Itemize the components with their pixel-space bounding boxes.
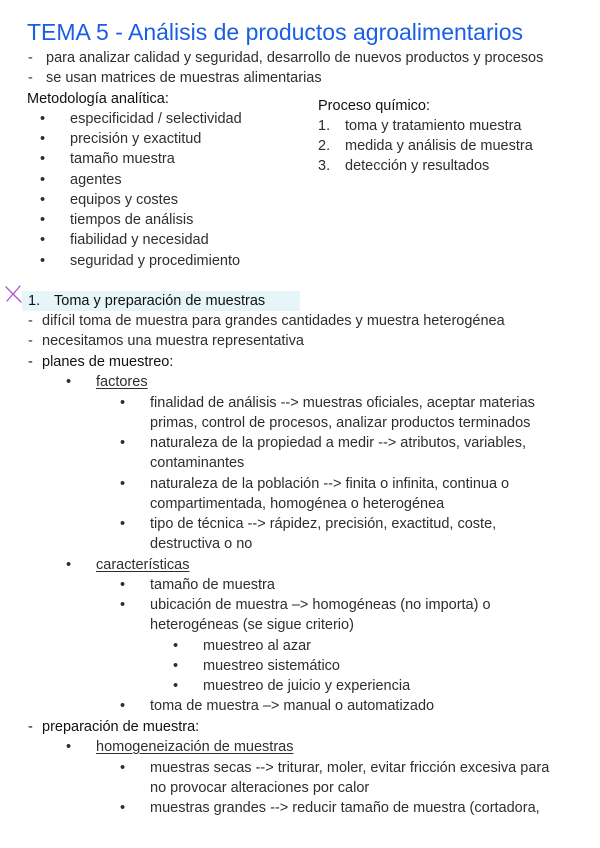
factor-item-line: primas, control de procesos, analizar productos terminados	[150, 415, 531, 431]
list-item: agentes	[70, 172, 122, 188]
bullet: •	[120, 516, 126, 532]
bullet: •	[120, 800, 126, 816]
homogeneizacion-item-line: muestras secas --> triturar, moler, evitar fricción excesiva para	[150, 760, 550, 776]
list-item: precisión y exactitud	[70, 131, 202, 147]
caracteristicas-label: características	[96, 557, 190, 573]
handwritten-x-mark	[4, 284, 24, 304]
list-item: medida y análisis de muestra	[345, 138, 533, 154]
caracteristica-item: ubicación de muestra –> homogéneas (no importa) o	[150, 597, 491, 613]
factor-item-line: tipo de técnica --> rápidez, precisión, exactitud, coste,	[150, 516, 497, 532]
list-number: 1.	[318, 118, 331, 134]
homogeneizacion-label: homogeneización de muestras	[96, 739, 294, 755]
sub-item: muestreo al azar	[203, 638, 311, 654]
bullet: •	[40, 253, 46, 269]
list-item: tiempos de análisis	[70, 212, 194, 228]
dash-marker: -	[28, 313, 33, 329]
bullet: •	[40, 212, 46, 228]
metodologia-heading: Metodología analítica:	[27, 91, 169, 107]
factor-item-line: contaminantes	[150, 455, 245, 471]
page-title: TEMA 5 - Análisis de productos agroalimentarios	[27, 19, 524, 45]
bullet: •	[40, 151, 46, 167]
factor-item-line: naturaleza de la propiedad a medir --> atributos, variables,	[150, 435, 527, 451]
sub-item: muestreo de juicio y experiencia	[203, 678, 411, 694]
factores-label: factores	[96, 374, 148, 390]
bullet: •	[40, 131, 46, 147]
dash-marker: -	[28, 70, 33, 86]
bullet: •	[120, 760, 126, 776]
intro-line-1: para analizar calidad y seguridad, desarrollo de nuevos productos y procesos	[46, 50, 544, 66]
bullet: •	[66, 374, 72, 390]
caracteristica-item: tamaño de muestra	[150, 577, 275, 593]
caracteristica-item: toma de muestra –> manual o automatizado	[150, 698, 435, 714]
section-line: necesitamos una muestra representativa	[42, 333, 304, 349]
bullet: •	[120, 597, 126, 613]
homogeneizacion-item-line: muestras grandes --> reducir tamaño de muestra (cortadora,	[150, 800, 540, 816]
list-number: 2.	[318, 138, 331, 154]
factor-item-line: finalidad de análisis --> muestras oficiales, aceptar materias	[150, 395, 535, 411]
preparacion-heading: preparación de muestra:	[42, 719, 200, 735]
factor-item-line: naturaleza de la población --> finita o infinita, continua o	[150, 476, 510, 492]
caracteristica-item: heterogéneas (se sigue criterio)	[150, 617, 354, 633]
bullet: •	[120, 577, 126, 593]
bullet: •	[173, 678, 179, 694]
bullet: •	[120, 698, 126, 714]
planes-heading: planes de muestreo:	[42, 354, 174, 370]
factor-item-line: destructiva o no	[150, 536, 253, 552]
bullet: •	[40, 192, 46, 208]
bullet: •	[120, 395, 126, 411]
list-item: tamaño muestra	[70, 151, 175, 167]
homogeneizacion-item-line: no provocar alteraciones por calor	[150, 780, 370, 796]
bullet: •	[40, 172, 46, 188]
bullet: •	[40, 111, 46, 127]
list-item: fiabilidad y necesidad	[70, 232, 209, 248]
list-number: 3.	[318, 158, 331, 174]
section-heading: Toma y preparación de muestras	[54, 293, 266, 309]
dash-marker: -	[28, 50, 33, 66]
dash-marker: -	[28, 333, 33, 349]
list-item: detección y resultados	[345, 158, 490, 174]
bullet: •	[173, 658, 179, 674]
dash-marker: -	[28, 719, 33, 735]
dash-marker: -	[28, 354, 33, 370]
bullet: •	[40, 232, 46, 248]
section-line: difícil toma de muestra para grandes cantidades y muestra heterogénea	[42, 313, 505, 329]
bullet: •	[120, 435, 126, 451]
list-item: seguridad y procedimiento	[70, 253, 241, 269]
list-item: toma y tratamiento muestra	[345, 118, 522, 134]
factor-item-line: compartimentada, homogénea o heterogénea	[150, 496, 445, 512]
sub-item: muestreo sistemático	[203, 658, 340, 674]
bullet: •	[120, 476, 126, 492]
proceso-heading: Proceso químico:	[318, 98, 431, 114]
intro-line-2: se usan matrices de muestras alimentarias	[46, 70, 322, 86]
bullet: •	[66, 557, 72, 573]
list-item: equipos y costes	[70, 192, 179, 208]
bullet: •	[66, 739, 72, 755]
section-number: 1.	[28, 293, 41, 309]
list-item: especificidad / selectividad	[70, 111, 242, 127]
bullet: •	[173, 638, 179, 654]
